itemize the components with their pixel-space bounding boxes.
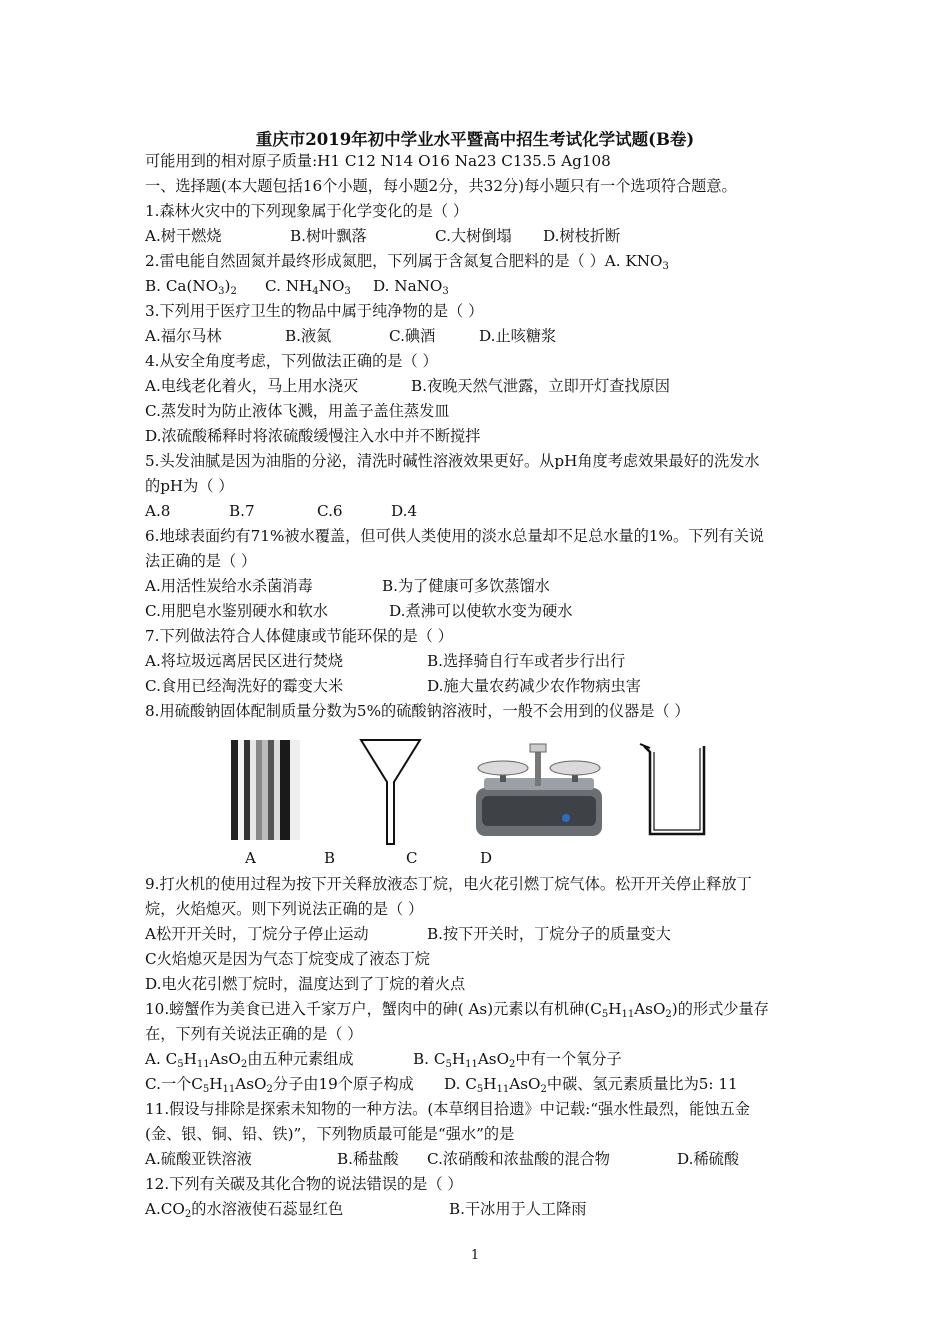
- q11-stem-line1: 11.假设与排除是探索未知物的一种方法。(本草纲目拾遗》中记载:“强水性最烈，能蚀五金: [145, 1100, 750, 1118]
- tray-balance-icon: [476, 744, 602, 836]
- q7-option-c: C.食用已经淘洗好的霉变大米: [145, 677, 344, 695]
- page-title: 重庆市2019年初中学业水平暨高中招生考试化学试题(B卷): [255, 130, 695, 149]
- funnel-icon: [361, 740, 420, 844]
- q7-option-d: D.施大量农药减少农作物病虫害: [427, 677, 641, 695]
- q6-option-d: D.煮沸可以使软水变为硬水: [389, 602, 573, 620]
- section-heading: 一、选择题(本大题包括16个小题，每小题2分，共32分)每小题只有一个选项符合题意。: [145, 177, 737, 195]
- q5-stem-line2: 的pH为（ ）: [145, 477, 234, 495]
- q5-option-a: A.8: [145, 502, 171, 520]
- q7-stem: 7.下列做法符合人体健康或节能环保的是（ ）: [145, 627, 453, 645]
- q5-option-b: B.7: [229, 502, 255, 520]
- q9-stem-line2: 烷，火焰熄灭。则下列说法正确的是（ ）: [145, 900, 424, 918]
- q4-stem: 4.从安全角度考虑，下列做法正确的是（ ）: [145, 352, 438, 370]
- q3-stem: 3.下列用于医疗卫生的物品中属于纯净物的是（ ）: [145, 302, 484, 320]
- q1-option-c: C.大树倒塌: [435, 227, 512, 245]
- q11-option-d: D.稀硫酸: [677, 1150, 740, 1168]
- q12-option-a: $A.CO_2$的水溶液使石蕊显红色: [145, 1200, 344, 1220]
- q4-option-c: C.蒸发时为防止液体飞溅，用盖子盖住蒸发皿: [145, 402, 450, 420]
- page-number: 1: [470, 1248, 480, 1263]
- q11-option-a: A.硫酸亚铁溶液: [145, 1150, 252, 1168]
- q9-options-ab: [145, 924, 671, 944]
- q4-option-b: B.夜晚天然气泄露，立即开灯查找原因: [411, 377, 670, 395]
- q9-option-a: A松开开关时，丁烷分子停止运动: [145, 925, 369, 943]
- q2-option-b: B. $Ca(NO_3)_2$: [145, 277, 237, 297]
- q10-stem-line1: 10.螃蟹作为美食已进入千家万户，蟹肉中的砷( As)元素以有机砷$(C_5H_{11}AsO_2)$的形式少量存: [145, 1000, 769, 1020]
- q3-option-a: A.福尔马林: [145, 327, 222, 345]
- q3-option-d: D.止咳糖浆: [479, 327, 557, 345]
- q9-option-b: B.按下开关时，丁烷分子的质量变大: [427, 925, 671, 943]
- q7-options-ab: [145, 651, 625, 671]
- q7-options-cd: [145, 676, 641, 696]
- q8-stem: 8.用硫酸钠固体配制质量分数为5%的硫酸钠溶液时，一般不会用到的仪器是（ ）: [145, 702, 690, 720]
- q10-option-d: D. $C_5H_{11}AsO_2$中碳、氢元素质量比为5: 11: [444, 1075, 738, 1095]
- q8-label-c: C: [406, 849, 418, 867]
- q11-options: [145, 1149, 739, 1169]
- q12-stem: 12.下列有关碳及其化合物的说法错误的是（ ）: [145, 1175, 463, 1193]
- q10-stem-line2: 在，下列有关说法正确的是（ ）: [145, 1025, 363, 1043]
- q3-options: [145, 326, 556, 346]
- q6-option-a: A.用活性炭给水杀菌消毒: [145, 577, 313, 595]
- q6-option-c: C.用肥皂水鉴别硬水和软水: [145, 602, 328, 620]
- q8-instrument-figures: [0, 736, 950, 846]
- q1-option-b: B.树叶飘落: [290, 227, 367, 245]
- q5-option-d: D.4: [391, 502, 418, 520]
- q6-options-ab: [145, 576, 550, 596]
- q3-option-b: B.液氮: [285, 327, 332, 345]
- q11-option-c: C.浓硝酸和浓盐酸的混合物: [427, 1150, 610, 1168]
- q2-option-c: C. $NH_4NO_3$: [265, 277, 351, 297]
- q9-option-d: D.电火花引燃丁烷时，温度达到了丁烷的着火点: [145, 975, 466, 993]
- q6-options-cd: [145, 601, 573, 621]
- q1-option-a: A.树干燃烧: [145, 227, 222, 245]
- q7-option-a: A.将垃圾远离居民区进行焚烧: [145, 652, 344, 670]
- q1-option-d: D.树枝折断: [543, 227, 621, 245]
- q10-option-c: C.一个$C_5H_{11}AsO_2$分子由19个原子构成: [145, 1075, 414, 1095]
- q9-option-c: C火焰熄灭是因为气态丁烷变成了液态丁烷: [145, 950, 430, 968]
- q6-stem-line1: 6.地球表面约有71%被水覆盖，但可供人类使用的淡水总量却不足总水量的1%。下列有关说: [145, 527, 765, 545]
- q5-option-c: C.6: [317, 502, 343, 520]
- q10-option-b: B. $C_5H_{11}AsO_2$中有一个氧分子: [413, 1050, 622, 1070]
- q9-stem-line1: 9.打火机的使用过程为按下开关释放液态丁烷，电火花引燃丁烷气体。松开开关停止释放丁: [145, 875, 752, 893]
- q8-label-b: B: [324, 849, 336, 867]
- q8-label-d: D: [480, 849, 493, 867]
- q4-options-ab: [145, 376, 670, 396]
- q10-options-cd: [145, 1074, 738, 1100]
- q11-option-b: B.稀盐酸: [337, 1150, 399, 1168]
- q1-stem: 1.森林火灾中的下列现象属于化学变化的是（ ）: [145, 202, 469, 220]
- q5-options: [145, 501, 417, 521]
- q5-stem-line1: 5.头发油腻是因为油脂的分泌，清洗时碱性溶液效果更好。从pH角度考虑效果最好的洗发水: [145, 452, 760, 470]
- q8-label-a: A: [245, 849, 256, 867]
- q12-options: [145, 1199, 587, 1225]
- q2-stem: 2.雷电能自然固氮并最终形成氮肥，下列属于含氮复合肥料的是（ ）A. $KNO_3$: [145, 252, 669, 272]
- q1-options: [145, 226, 620, 246]
- q3-option-c: C.碘酒: [389, 327, 436, 345]
- q10-options-ab: [145, 1049, 622, 1075]
- q6-option-b: B.为了健康可多饮蒸馏水: [382, 577, 550, 595]
- q7-option-b: B.选择骑自行车或者步行出行: [427, 652, 626, 670]
- q6-stem-line2: 法正确的是（ ）: [145, 552, 257, 570]
- beaker-icon: [640, 744, 704, 834]
- graduated-cylinder-icon: [231, 740, 300, 840]
- q12-option-b: B.干冰用于人工降雨: [449, 1200, 587, 1218]
- q2-option-d: D. NaNO$_3$: [373, 277, 449, 297]
- q10-option-a: A. $C_5H_{11}AsO_2$由五种元素组成: [145, 1050, 354, 1070]
- q2-options: [145, 276, 449, 302]
- atomic-masses: 可能用到的相对原子质量:H1 C12 N14 O16 Na23 C135.5 Ag108: [145, 152, 611, 170]
- q4-option-d: D.浓硫酸稀释时将浓硫酸缓慢注入水中并不断搅拌: [145, 427, 481, 445]
- q11-stem-line2: (金、银、铜、铅、铁)”，下列物质最可能是“强水”的是: [145, 1125, 515, 1143]
- q4-option-a: A.电线老化着火，马上用水浇灭: [145, 377, 359, 395]
